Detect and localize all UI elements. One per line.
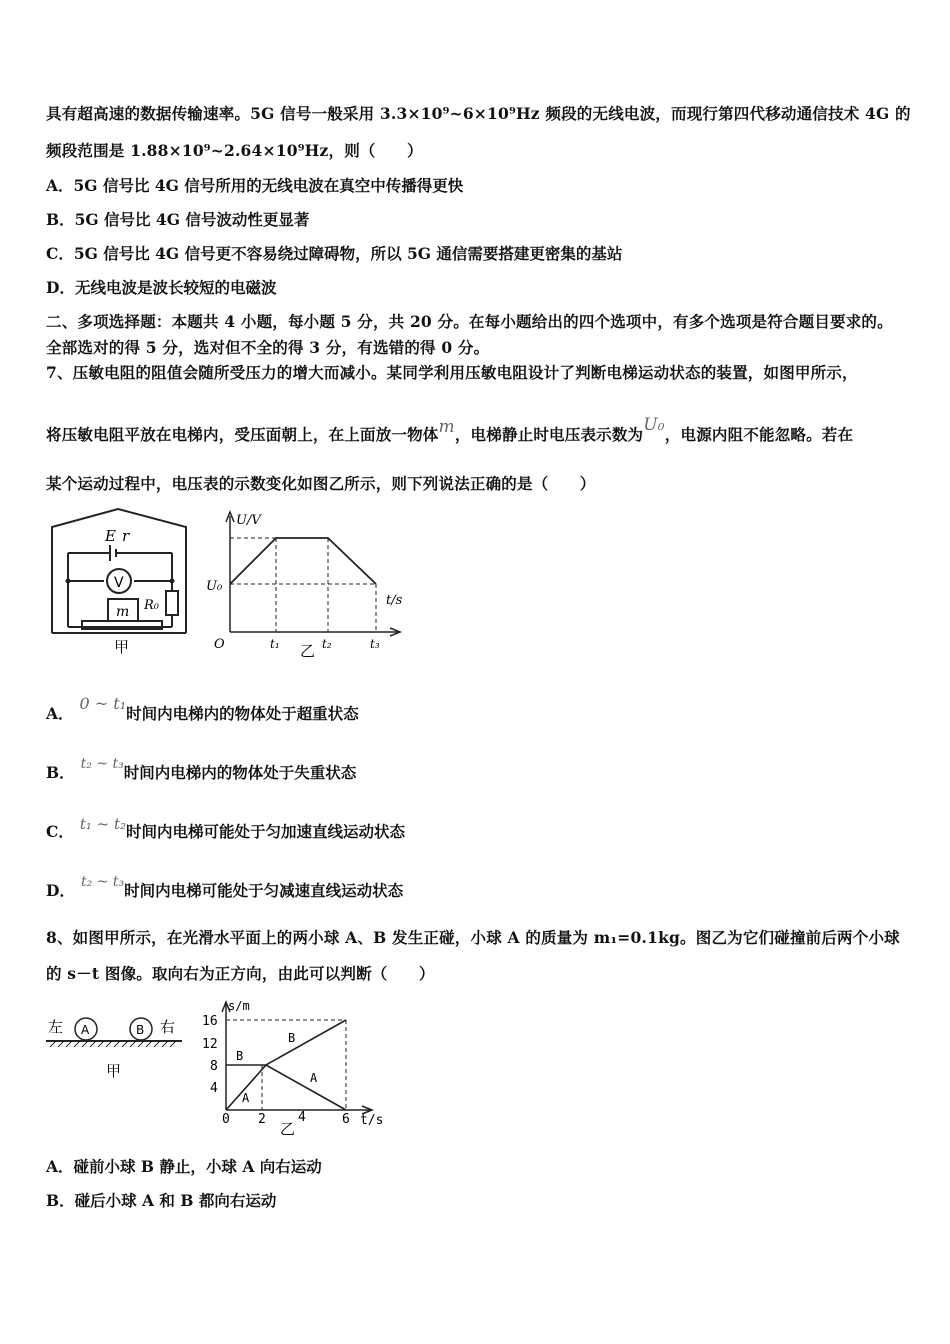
- q8-line2: 的 s－t 图像。取向右为正方向，由此可以判断（ ）: [46, 964, 435, 983]
- q6-line2: 频段范围是 1.88×10⁹~2.64×10⁹Hz，则（ ）: [46, 141, 423, 160]
- q7-option-a: [46, 694, 359, 724]
- q7-option-a-range: 0 ~ t₁: [79, 694, 127, 713]
- series-line-b: [226, 1020, 346, 1065]
- q8-label-a2: A: [310, 1071, 318, 1085]
- caption-jia-q8: 甲: [106, 1062, 122, 1080]
- q7-option-d: [46, 874, 404, 901]
- q6-option-c: C．5G 信号比 4G 信号更不容易绕过障碍物，所以 5G 通信需要搭建更密集的基站: [46, 244, 623, 263]
- label-xlabel: t/s: [386, 593, 403, 608]
- label-e: E: [105, 527, 116, 545]
- q7-circuit-figure: [46, 505, 196, 655]
- q8-balls-figure: [46, 1010, 186, 1085]
- label-left: 左: [48, 1018, 64, 1036]
- q7-option-d-text: 时间内电梯可能处于匀减速直线运动状态: [124, 881, 404, 900]
- q7-option-c-text: 时间内电梯可能处于匀加速直线运动状态: [126, 822, 406, 841]
- q8-option-b: B．碰后小球 A 和 B 都向右运动: [46, 1191, 277, 1210]
- tick-t2: t₂: [322, 637, 332, 651]
- label-r0: R₀: [144, 598, 159, 613]
- q6-option-d: D．无线电波是波长较短的电磁波: [46, 278, 277, 297]
- q8-xtick-4: 4: [298, 1110, 306, 1125]
- q7-mass-symbol: m: [438, 417, 455, 437]
- label-v: V: [114, 575, 124, 591]
- q8-st-graph: [196, 996, 391, 1138]
- q8-label-b2: B: [288, 1031, 296, 1045]
- section2-line2: 全部选对的得 5 分，选对但不全的得 3 分，有选错的得 0 分。: [46, 338, 490, 357]
- q8-label-a1: A: [242, 1091, 250, 1105]
- tick-t1: t₁: [270, 637, 280, 651]
- q8-ytick-4: 4: [210, 1081, 218, 1096]
- q8-ylabel: s/m: [228, 999, 250, 1013]
- u-curve: [230, 538, 376, 584]
- r0-resistor: [166, 591, 178, 615]
- q7-option-d-range: t₂ ~ t₃: [80, 874, 125, 890]
- q8-xlabel: t/s: [360, 1113, 384, 1128]
- caption-yi: 乙: [300, 642, 316, 658]
- ball-a-label: A: [81, 1023, 90, 1037]
- label-ylabel: U/V: [236, 513, 261, 528]
- q7-line2b: ，电梯静止时电压表示数为: [454, 425, 644, 444]
- q8-ytick-16: 16: [202, 1014, 218, 1029]
- q8-xtick-0: 0: [222, 1112, 230, 1127]
- q7-option-d-letter: D．: [46, 881, 75, 900]
- q7-line2a: 将压敏电阻平放在电梯内，受压面朝上，在上面放一物体: [46, 425, 439, 444]
- q8-option-a: A．碰前小球 B 静止，小球 A 向右运动: [46, 1157, 322, 1176]
- tick-t3: t₃: [370, 637, 380, 651]
- q8-xtick-6: 6: [342, 1112, 350, 1127]
- q6-line1: 具有超高速的数据传输速率。5G 信号一般采用 3.3×10⁹~6×10⁹Hz 频段的无线电波，而现行第四代移动通信技术 4G 的: [46, 104, 911, 123]
- q6-option-a: A．5G 信号比 4G 信号所用的无线电波在真空中传播得更快: [46, 176, 464, 195]
- q7-option-c: [46, 815, 406, 842]
- section2-line1: 二、多项选择题：本题共 4 小题，每小题 5 分，共 20 分。在每小题给出的四个选项中，有多个选项是符合题目要求的。: [46, 312, 893, 331]
- q7-option-b-text: 时间内电梯内的物体处于失重状态: [123, 763, 357, 782]
- q8-xtick-2: 2: [258, 1112, 266, 1127]
- q7-option-b-range: t₂ ~ t₃: [80, 756, 124, 772]
- q7-option-b-letter: B．: [46, 763, 75, 782]
- q6-option-b: B．5G 信号比 4G 信号波动性更显著: [46, 210, 310, 229]
- label-m: m: [116, 604, 130, 620]
- caption-yi-q8: 乙: [280, 1120, 296, 1138]
- label-r: r: [122, 527, 130, 545]
- caption-jia: 甲: [114, 638, 130, 655]
- q7-option-a-text: 时间内电梯内的物体处于超重状态: [126, 704, 359, 723]
- label-origin: O: [214, 637, 225, 652]
- q7-u0-symbol: U₀: [643, 415, 665, 435]
- ball-b-label: B: [136, 1023, 145, 1037]
- q7-line2: [46, 415, 854, 445]
- q7-ut-graph: [200, 508, 415, 658]
- q8-label-b1: B: [236, 1049, 244, 1063]
- q8-line1: 8、如图甲所示，在光滑水平面上的两小球 A、B 发生正碰，小球 A 的质量为 m₁=0.1kg。图乙为它们碰撞前后两个小球: [46, 928, 900, 947]
- q7-option-c-range: t₁ ~ t₂: [79, 815, 127, 833]
- q7-line2c: ，电源内阻不能忽略。若在: [664, 425, 854, 444]
- q7-line1: 7、压敏电阻的阻值会随所受压力的增大而减小。某同学利用压敏电阻设计了判断电梯运动状态的装置，如图甲所示，: [46, 363, 858, 382]
- q8-ytick-8: 8: [210, 1059, 218, 1074]
- q7-option-a-letter: A．: [46, 704, 74, 723]
- label-right: 右: [160, 1018, 176, 1036]
- q7-line3: 某个运动过程中，电压表的示数变化如图乙所示，则下列说法正确的是（ ）: [46, 474, 596, 493]
- q7-option-b: [46, 756, 357, 783]
- q8-ytick-12: 12: [202, 1037, 218, 1052]
- label-u0: U₀: [206, 579, 223, 594]
- q7-option-c-letter: C．: [46, 822, 74, 841]
